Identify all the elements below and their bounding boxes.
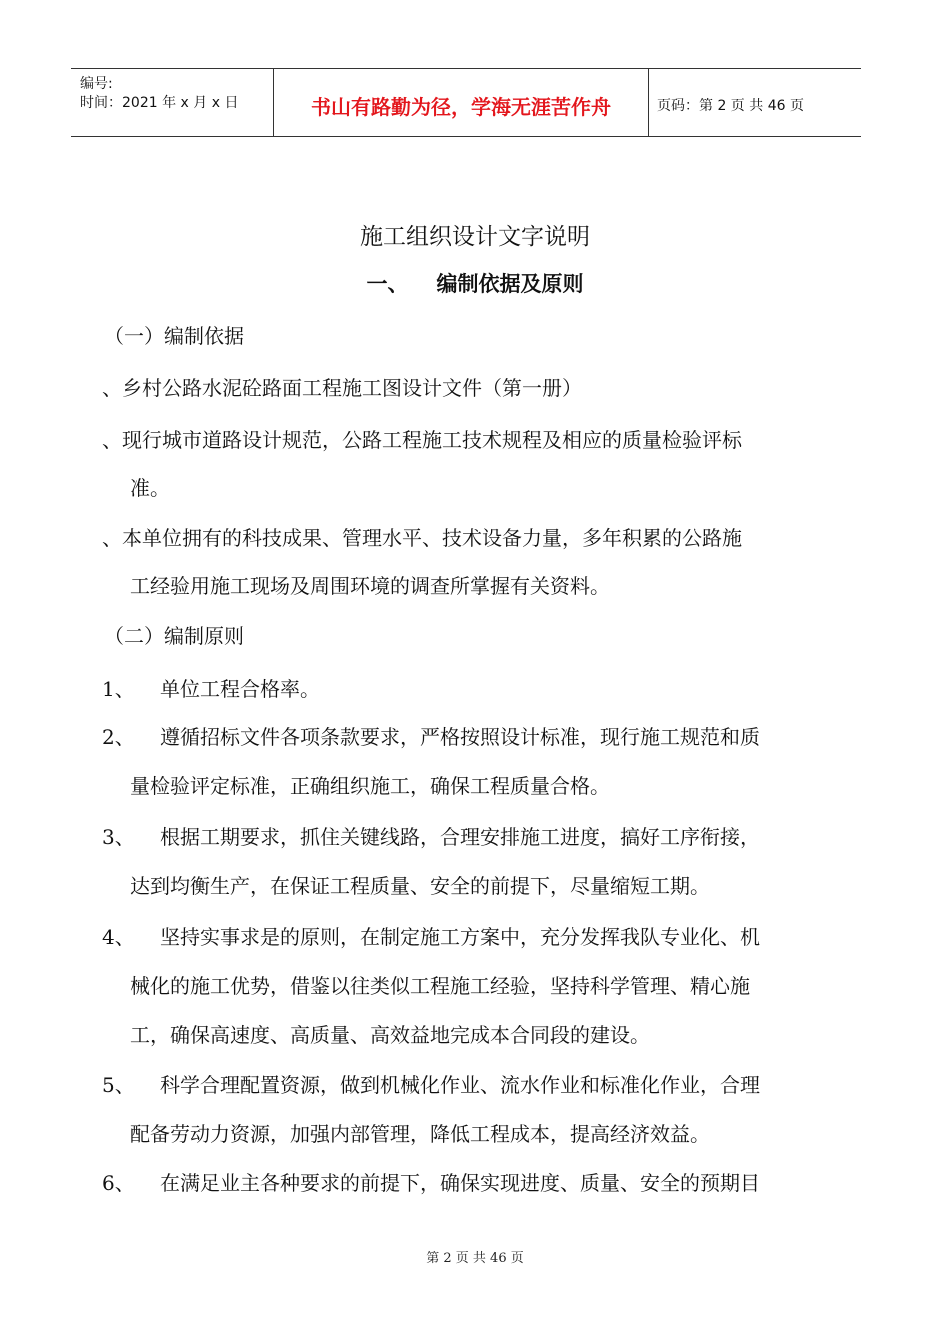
document-title: 施工组织设计文字说明 [360, 224, 590, 250]
page-code: 页码：第 2 页 共 46 页 [657, 98, 804, 114]
principle-line: 械化的施工优势，借鉴以往类似工程施工经验，坚持科学管理、精心施 [130, 974, 750, 998]
principle-number: 6、 [102, 1171, 135, 1195]
section-number: 一、 [366, 272, 409, 296]
principle-number: 4、 [102, 925, 135, 949]
principle-line: 坚持实事求是的原则，在制定施工方案中，充分发挥我队专业化、机 [160, 925, 760, 949]
principle-number: 1、 [102, 677, 135, 701]
principle-line: 达到均衡生产，在保证工程质量、安全的前提下，尽量缩短工期。 [130, 874, 710, 898]
time-label: 时间：2021 年 x 月 x 日 [80, 95, 239, 111]
principle-line: 科学合理配置资源，做到机械化作业、流水作业和标准化作业，合理 [160, 1073, 760, 1097]
number-label: 编号: [80, 76, 113, 92]
header-page-cell [649, 69, 861, 136]
page-footer: 第 2 页 共 46 页 [426, 1251, 524, 1266]
principle-line: 配备劳动力资源，加强内部管理，降低工程成本，提高经济效益。 [130, 1122, 710, 1146]
principles-heading: （二）编制原则 [104, 624, 244, 648]
principle-line: 量检验评定标准，正确组织施工，确保工程质量合格。 [130, 774, 610, 798]
principle-number: 2、 [102, 725, 135, 749]
basis-item-continued: 工经验用施工现场及周围环境的调查所掌握有关资料。 [130, 574, 610, 598]
principle-line: 遵循招标文件各项条款要求，严格按照设计标准，现行施工规范和质 [160, 725, 760, 749]
principle-number: 3、 [102, 825, 135, 849]
header-meta-cell [71, 69, 274, 136]
header-motto-cell [274, 69, 649, 136]
principle-line: 根据工期要求，抓住关键线路，合理安排施工进度，搞好工序衔接， [160, 825, 760, 849]
basis-item: 、本单位拥有的科技成果、管理水平、技术设备力量，多年积累的公路施 [102, 526, 742, 550]
section-heading [0, 268, 950, 298]
section-title: 编制依据及原则 [436, 272, 584, 296]
principle-line: 单位工程合格率。 [160, 677, 320, 701]
basis-heading: （一）编制依据 [104, 324, 244, 348]
principle-line: 在满足业主各种要求的前提下，确保实现进度、质量、安全的预期目 [160, 1171, 760, 1195]
motto: 书山有路勤为径，学海无涯苦作舟 [311, 95, 611, 119]
principle-number: 5、 [102, 1073, 135, 1097]
basis-item: 、乡村公路水泥砼路面工程施工图设计文件（第一册） [102, 376, 582, 400]
basis-item-continued: 准。 [130, 476, 170, 500]
basis-item: 、现行城市道路设计规范，公路工程施工技术规程及相应的质量检验评标 [102, 428, 742, 452]
page-header [71, 68, 861, 137]
principle-line: 工，确保高速度、高质量、高效益地完成本合同段的建设。 [130, 1023, 650, 1047]
